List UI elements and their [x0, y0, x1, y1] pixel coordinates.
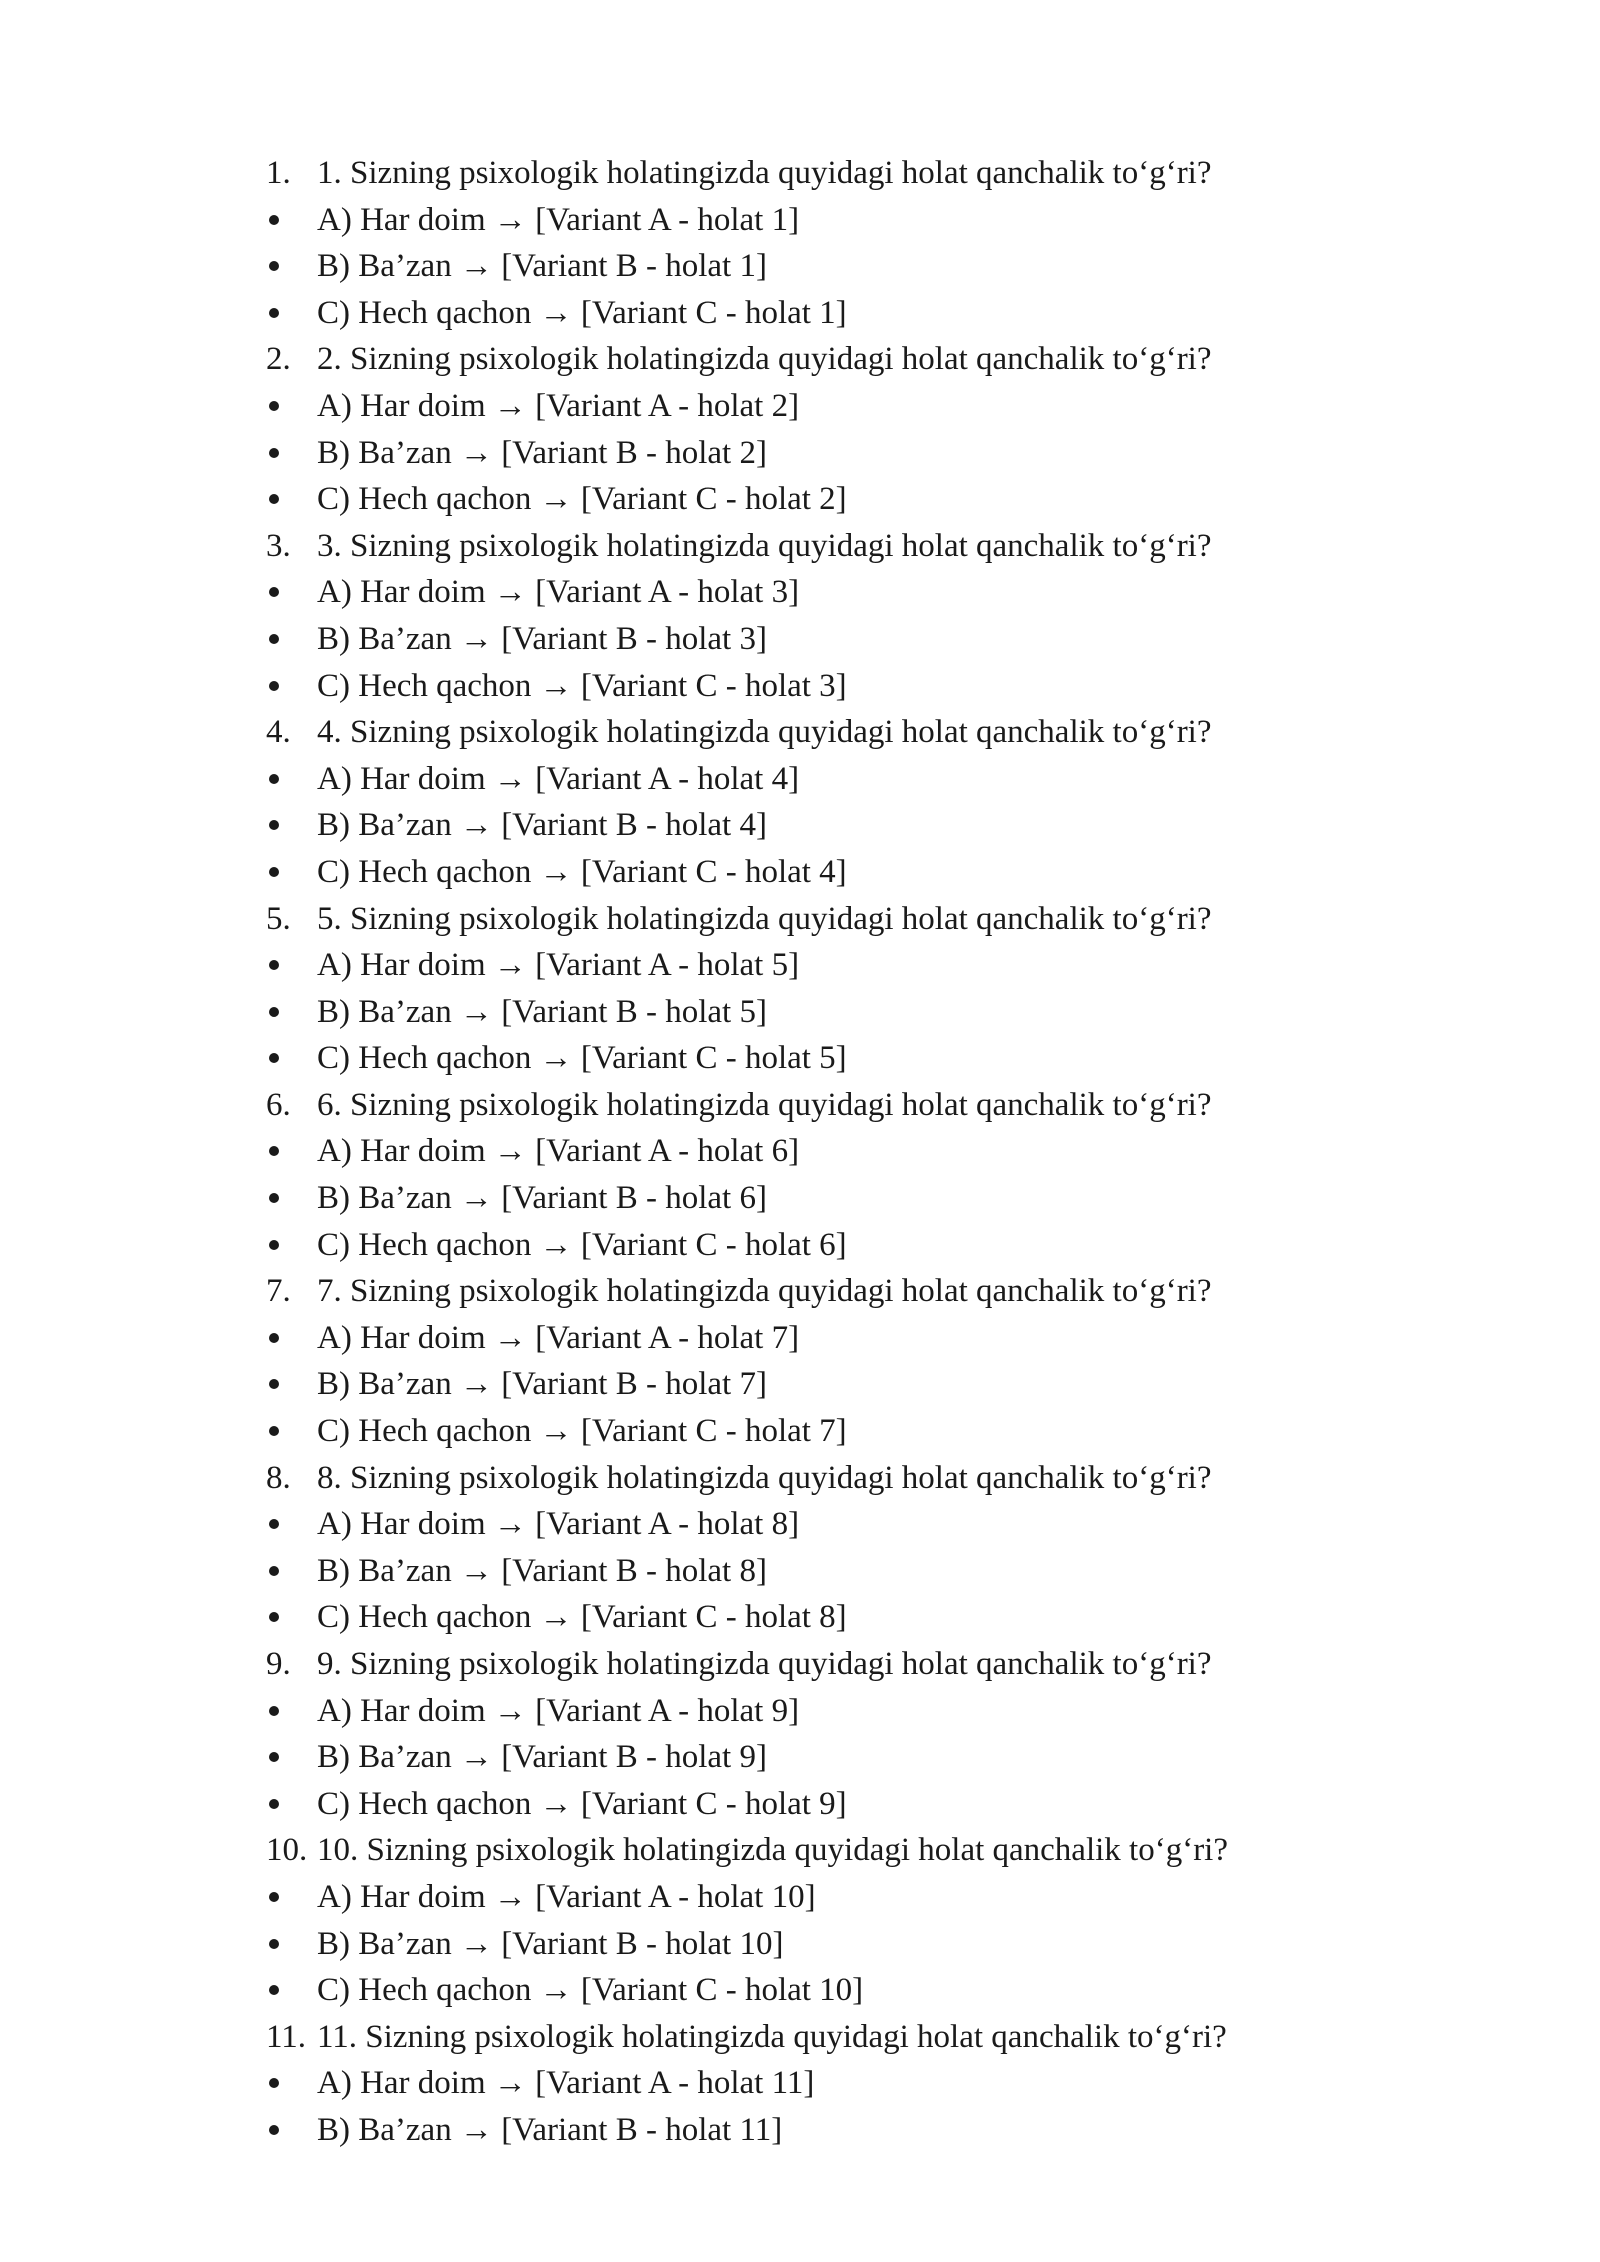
bullet-icon — [269, 2125, 279, 2135]
answer-option-text: A) Har doim → [Variant A - holat 8] — [317, 1506, 800, 1543]
question-item — [266, 336, 1366, 383]
answer-option — [266, 1175, 1366, 1222]
question-number: 6. — [266, 1086, 291, 1123]
answer-option-text: A) Har doim → [Variant A - holat 2] — [317, 387, 800, 424]
question-number: 3. — [266, 527, 291, 564]
question-item — [266, 1455, 1366, 1502]
bullet-icon — [269, 867, 279, 877]
bullet-icon — [269, 261, 279, 271]
question-text: 11. Sizning psixologik holatingizda quyidagi holat qanchalik to‘g‘ri? — [317, 2018, 1227, 2055]
bullet-icon — [269, 1426, 279, 1436]
bullet-icon — [269, 2078, 279, 2088]
answer-option — [266, 383, 1366, 430]
bullet-icon — [269, 448, 279, 458]
question-text: 2. Sizning psixologik holatingizda quyidagi holat qanchalik to‘g‘ri? — [317, 341, 1212, 378]
question-number: 8. — [266, 1459, 291, 1496]
answer-option-text: C) Hech qachon → [Variant C - holat 4] — [317, 853, 847, 890]
bullet-icon — [269, 634, 279, 644]
answer-option — [266, 1548, 1366, 1595]
bullet-icon — [269, 1240, 279, 1250]
question-number: 9. — [266, 1646, 291, 1682]
question-number: 2. — [266, 341, 291, 378]
bullet-icon — [269, 960, 279, 970]
question-text: 6. Sizning psixologik holatingizda quyidagi holat qanchalik to‘g‘ri? — [317, 1086, 1212, 1123]
question-text: 8. Sizning psixologik holatingizda quyidagi holat qanchalik to‘g‘ri? — [317, 1459, 1212, 1496]
answer-option-text: C) Hech qachon → [Variant C - holat 3] — [317, 667, 847, 704]
question-text: 4. Sizning psixologik holatingizda quyidagi holat qanchalik to‘g‘ri? — [317, 714, 1212, 751]
answer-option-text: B) Ba’zan → [Variant B - holat 7] — [317, 1366, 767, 1403]
answer-option-text: A) Har doim → [Variant A - holat 10] — [317, 1878, 816, 1915]
bullet-icon — [269, 1706, 279, 1716]
answer-option-text: A) Har doim → [Variant A - holat 4] — [317, 760, 800, 797]
answer-option-text: C) Hech qachon → [Variant C - holat 5] — [317, 1040, 847, 1077]
bullet-icon — [269, 1892, 279, 1902]
bullet-icon — [269, 1939, 279, 1949]
answer-option — [266, 663, 1366, 710]
bullet-icon — [269, 1519, 279, 1529]
answer-option — [266, 1361, 1366, 1408]
bullet-icon — [269, 1799, 279, 1809]
bullet-icon — [269, 1007, 279, 1017]
bullet-icon — [269, 401, 279, 411]
bullet-icon — [269, 774, 279, 784]
answer-option-text: C) Hech qachon → [Variant C - holat 1] — [317, 294, 847, 331]
bullet-icon — [269, 1612, 279, 1622]
bullet-icon — [269, 1333, 279, 1343]
question-number: 1. — [266, 155, 291, 191]
answer-option — [266, 1408, 1366, 1455]
answer-option — [266, 756, 1366, 803]
question-item — [266, 709, 1366, 756]
answer-option — [266, 1594, 1366, 1641]
answer-option-text: A) Har doim → [Variant A - holat 3] — [317, 574, 800, 611]
answer-option — [266, 1734, 1366, 1781]
answer-option-text: B) Ba’zan → [Variant B - holat 3] — [317, 620, 767, 657]
answer-option-text: B) Ba’zan → [Variant B - holat 11] — [317, 2111, 783, 2148]
answer-option-text: A) Har doim → [Variant A - holat 7] — [317, 1319, 800, 1356]
answer-option — [266, 430, 1366, 477]
bullet-icon — [269, 1985, 279, 1995]
answer-option-text: B) Ba’zan → [Variant B - holat 5] — [317, 993, 767, 1030]
question-item — [266, 1268, 1366, 1315]
bullet-icon — [269, 1752, 279, 1762]
answer-option — [266, 1781, 1366, 1828]
answer-option-text: C) Hech qachon → [Variant C - holat 8] — [317, 1599, 847, 1636]
answer-option-text: A) Har doim → [Variant A - holat 9] — [317, 1692, 800, 1729]
answer-option — [266, 802, 1366, 849]
answer-option — [266, 1035, 1366, 1082]
question-item — [266, 2014, 1366, 2061]
bullet-icon — [269, 308, 279, 318]
question-item — [266, 1827, 1366, 1874]
answer-option — [266, 243, 1366, 290]
question-number: 4. — [266, 714, 291, 751]
answer-option-text: B) Ba’zan → [Variant B - holat 6] — [317, 1180, 767, 1217]
answer-option — [266, 1501, 1366, 1548]
answer-option-text: B) Ba’zan → [Variant B - holat 1] — [317, 248, 767, 285]
answer-option-text: A) Har doim → [Variant A - holat 5] — [317, 947, 800, 984]
answer-option — [266, 197, 1366, 244]
answer-option-text: A) Har doim → [Variant A - holat 1] — [317, 201, 800, 238]
answer-option — [266, 616, 1366, 663]
bullet-icon — [269, 1566, 279, 1576]
question-text: 5. Sizning psixologik holatingizda quyidagi holat qanchalik to‘g‘ri? — [317, 900, 1212, 937]
bullet-icon — [269, 1053, 279, 1063]
answer-option-text: B) Ba’zan → [Variant B - holat 9] — [317, 1739, 767, 1776]
answer-option-text: B) Ba’zan → [Variant B - holat 10] — [317, 1925, 784, 1962]
question-text: 10. Sizning psixologik holatingizda quyidagi holat qanchalik to‘g‘ri? — [317, 1832, 1228, 1869]
answer-option — [266, 1874, 1366, 1921]
answer-option-text: C) Hech qachon → [Variant C - holat 10] — [317, 1972, 864, 2009]
question-item — [266, 523, 1366, 570]
question-text: 1. Sizning psixologik holatingizda quyidagi holat qanchalik to‘g‘ri? — [317, 155, 1212, 191]
answer-option — [266, 569, 1366, 616]
question-text: 3. Sizning psixologik holatingizda quyidagi holat qanchalik to‘g‘ri? — [317, 527, 1212, 564]
question-number: 5. — [266, 900, 291, 937]
bullet-icon — [269, 1379, 279, 1389]
answer-option — [266, 1222, 1366, 1269]
answer-option-text: C) Hech qachon → [Variant C - holat 6] — [317, 1226, 847, 1263]
question-text: 9. Sizning psixologik holatingizda quyidagi holat qanchalik to‘g‘ri? — [317, 1646, 1212, 1682]
bullet-icon — [269, 820, 279, 830]
question-list — [266, 150, 1366, 2154]
question-number: 7. — [266, 1273, 291, 1310]
answer-option — [266, 1967, 1366, 2014]
answer-option — [266, 2060, 1366, 2107]
bullet-icon — [269, 1146, 279, 1156]
bullet-icon — [269, 1193, 279, 1203]
answer-option-text: C) Hech qachon → [Variant C - holat 9] — [317, 1785, 847, 1822]
bullet-icon — [269, 587, 279, 597]
question-item — [266, 1641, 1366, 1688]
answer-option — [266, 476, 1366, 523]
answer-option — [266, 2107, 1366, 2154]
answer-option-text: A) Har doim → [Variant A - holat 6] — [317, 1133, 800, 1170]
bullet-icon — [269, 681, 279, 691]
answer-option — [266, 1128, 1366, 1175]
answer-option-text: A) Har doim → [Variant A - holat 11] — [317, 2065, 815, 2102]
question-item — [266, 150, 1366, 197]
answer-option-text: B) Ba’zan → [Variant B - holat 2] — [317, 434, 767, 471]
answer-option — [266, 290, 1366, 337]
question-text: 7. Sizning psixologik holatingizda quyidagi holat qanchalik to‘g‘ri? — [317, 1273, 1212, 1310]
answer-option-text: C) Hech qachon → [Variant C - holat 7] — [317, 1413, 847, 1450]
bullet-icon — [269, 494, 279, 504]
answer-option-text: B) Ba’zan → [Variant B - holat 8] — [317, 1552, 767, 1589]
bullet-icon — [269, 215, 279, 225]
question-item — [266, 1082, 1366, 1129]
question-number: 11. — [266, 2018, 307, 2055]
answer-option — [266, 1921, 1366, 1968]
answer-option — [266, 989, 1366, 1036]
question-item — [266, 896, 1366, 943]
question-number: 10. — [266, 1832, 308, 1869]
answer-option-text: B) Ba’zan → [Variant B - holat 4] — [317, 807, 767, 844]
answer-option — [266, 1688, 1366, 1735]
answer-option — [266, 1315, 1366, 1362]
answer-option — [266, 942, 1366, 989]
answer-option — [266, 849, 1366, 896]
answer-option-text: C) Hech qachon → [Variant C - holat 2] — [317, 481, 847, 518]
